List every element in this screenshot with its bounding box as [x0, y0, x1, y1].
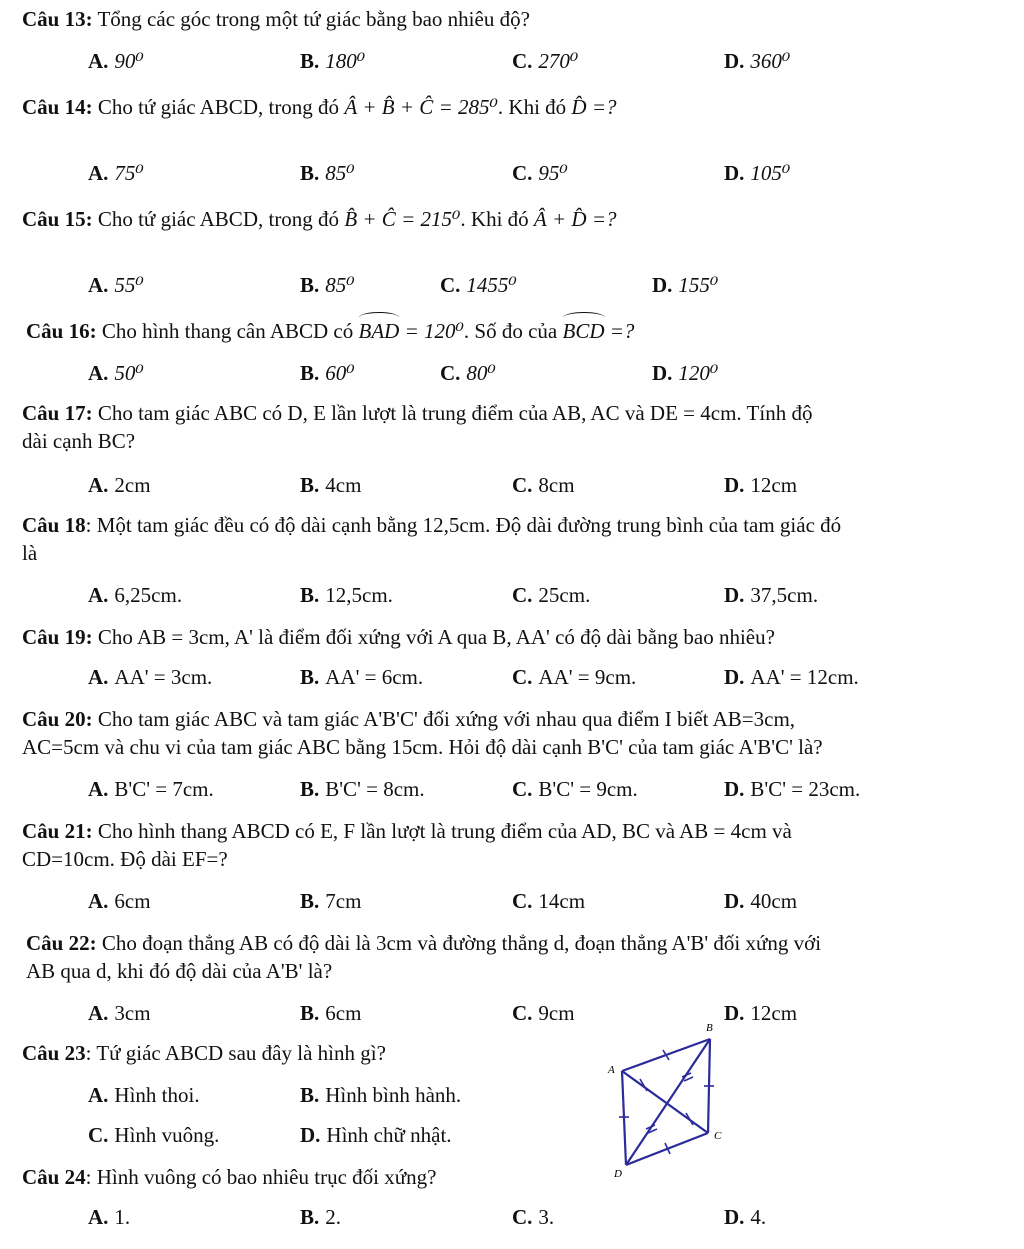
question-label: Câu 14: [22, 95, 93, 119]
question-label: Câu 20: [22, 707, 93, 731]
angle-bcd: BCD [562, 319, 605, 343]
question-label: Câu 15: [22, 207, 93, 231]
question-text: Cho tam giác ABC và tam giác A'B'C' đối xứng với nhau qua điểm I biết AB=3cm, [97, 707, 796, 731]
question-24 [22, 1164, 436, 1190]
q20-option-b[interactable]: B. B'C' = 8cm. [300, 777, 425, 801]
q22-option-c[interactable]: C. 9cm [512, 1001, 575, 1025]
question-text: Cho hình thang ABCD có E, F lần lượt là trung điểm của AD, BC và AB = 4cm và [97, 819, 792, 843]
q24-option-c[interactable]: C. 3. [512, 1205, 555, 1229]
question-text: : Hình vuông có bao nhiêu trục đối xứng? [85, 1165, 437, 1189]
question-label: Câu 24 [22, 1165, 86, 1189]
q16-option-a[interactable]: A. 50⁰ [88, 361, 144, 385]
q19-option-c[interactable]: C. AA' = 9cm. [512, 665, 637, 689]
q16-option-d[interactable]: D. 120⁰ [652, 361, 719, 385]
question-label: Câu 13: [22, 7, 93, 31]
q13-option-a[interactable]: A. 90⁰ [88, 49, 144, 73]
q19-option-d[interactable]: D. AA' = 12cm. [724, 665, 859, 689]
q13-option-c[interactable]: C. 270⁰ [512, 49, 579, 73]
question-21 [22, 818, 792, 844]
question-21-line2: CD=10cm. Độ dài EF=? [22, 847, 228, 871]
q21-option-d[interactable]: D. 40cm [724, 889, 798, 913]
question-22-line2: AB qua d, khi đó độ dài của A'B' là? [26, 959, 333, 983]
question-20-line2: AC=5cm và chu vi của tam giác ABC bằng 15cm. Hỏi độ dài cạnh B'C' của tam giác A'B'C' là? [22, 735, 823, 759]
question-19 [22, 624, 775, 650]
vertex-b-label: B [706, 1022, 713, 1034]
question-text-2: . Số đo của [463, 319, 558, 343]
question-label: Câu 23 [22, 1041, 86, 1065]
q13-option-b[interactable]: B. 180⁰ [300, 49, 366, 73]
q14-option-c[interactable]: C. 95⁰ [512, 161, 568, 185]
q23-option-a[interactable]: A. Hình thoi. [88, 1083, 200, 1107]
q15-option-d[interactable]: D. 155⁰ [652, 273, 719, 297]
side-da [622, 1071, 626, 1165]
q23-option-d[interactable]: D. Hình chữ nhật. [300, 1123, 452, 1147]
q23-option-b[interactable]: B. Hình bình hành. [300, 1083, 462, 1107]
q14-option-b[interactable]: B. 85⁰ [300, 161, 355, 185]
q21-option-c[interactable]: C. 14cm [512, 889, 586, 913]
q18-option-d[interactable]: D. 37,5cm. [724, 583, 819, 607]
q18-option-b[interactable]: B. 12,5cm. [300, 583, 393, 607]
question-label: Câu 17: [22, 401, 93, 425]
math-question: D̂ =? [571, 95, 617, 119]
question-17 [22, 400, 812, 426]
question-text: Cho tứ giác ABCD, trong đó [97, 95, 340, 119]
question-23 [22, 1040, 386, 1066]
q24-option-a[interactable]: A. 1. [88, 1205, 131, 1229]
vertex-d-label: D [614, 1168, 622, 1180]
question-label: Câu 16: [26, 319, 97, 343]
question-text-2: . Khi đó [497, 95, 567, 119]
diagonal-ac [622, 1071, 708, 1133]
question-label: Câu 21: [22, 819, 93, 843]
q21-option-b[interactable]: B. 7cm [300, 889, 362, 913]
question-18 [22, 512, 841, 538]
q14-option-a[interactable]: A. 75⁰ [88, 161, 144, 185]
quadrilateral-figure [600, 1015, 740, 1185]
q22-option-a[interactable]: A. 3cm [88, 1001, 151, 1025]
q20-option-d[interactable]: D. B'C' = 23cm. [724, 777, 861, 801]
q14-option-d[interactable]: D. 105⁰ [724, 161, 791, 185]
question-text: Tổng các góc trong một tứ giác bằng bao nhiêu độ? [97, 7, 530, 31]
question-label: Câu 22: [26, 931, 97, 955]
q16-option-b[interactable]: B. 60⁰ [300, 361, 355, 385]
question-22 [26, 930, 821, 956]
question-text: Cho hình thang cân ABCD có [101, 319, 354, 343]
q18-option-a[interactable]: A. 6,25cm. [88, 583, 183, 607]
question-text: Cho tam giác ABC có D, E lần lượt là trung điểm của AB, AC và DE = 4cm. Tính độ [97, 401, 813, 425]
q24-option-b[interactable]: B. 2. [300, 1205, 342, 1229]
question-label: Câu 18 [22, 513, 86, 537]
question-label: Câu 19: [22, 625, 93, 649]
question-15 [22, 206, 617, 232]
question-text: Cho tứ giác ABCD, trong đó [97, 207, 340, 231]
q20-option-c[interactable]: C. B'C' = 9cm. [512, 777, 638, 801]
q23-option-c[interactable]: C. Hình vuông. [88, 1123, 220, 1147]
q22-option-d[interactable]: D. 12cm [724, 1001, 798, 1025]
question-18-line2: là [22, 541, 38, 565]
math-question: Â + D̂ =? [533, 207, 617, 231]
math-expression: B̂ + Ĉ = 215⁰ [344, 207, 461, 231]
q19-option-a[interactable]: A. AA' = 3cm. [88, 665, 213, 689]
question-14 [22, 94, 617, 120]
question-17-line2: dài cạnh BC? [22, 429, 136, 453]
vertex-c-label: C [714, 1130, 722, 1142]
math-question: =? [609, 319, 635, 343]
question-16 [26, 318, 634, 344]
question-text: : Tứ giác ABCD sau đây là hình gì? [85, 1041, 386, 1065]
math-expression: = 120⁰ [404, 319, 464, 343]
angle-bad: BAD [358, 319, 400, 343]
q16-option-c[interactable]: C. 80⁰ [440, 361, 496, 385]
q21-option-a[interactable]: A. 6cm [88, 889, 151, 913]
q20-option-a[interactable]: A. B'C' = 7cm. [88, 777, 214, 801]
q15-option-c[interactable]: C. 1455⁰ [440, 273, 517, 297]
vertex-a-label: A [608, 1064, 615, 1076]
q22-option-b[interactable]: B. 6cm [300, 1001, 362, 1025]
question-text: Cho đoạn thẳng AB có độ dài là 3cm và đường thẳng d, đoạn thẳng A'B' đối xứng với [101, 931, 822, 955]
q15-option-a[interactable]: A. 55⁰ [88, 273, 144, 297]
q19-option-b[interactable]: B. AA' = 6cm. [300, 665, 424, 689]
q17-option-a[interactable]: A. 2cm [88, 473, 151, 497]
q17-option-b[interactable]: B. 4cm [300, 473, 362, 497]
q17-option-c[interactable]: C. 8cm [512, 473, 575, 497]
q24-option-d[interactable]: D. 4. [724, 1205, 767, 1229]
question-13 [22, 6, 530, 32]
q17-option-d[interactable]: D. 12cm [724, 473, 798, 497]
q18-option-c[interactable]: C. 25cm. [512, 583, 591, 607]
question-text-2: . Khi đó [460, 207, 529, 231]
question-text: Cho AB = 3cm, A' là điểm đối xứng với A qua B, AA' có độ dài bằng bao nhiêu? [97, 625, 775, 649]
math-expression: Â + B̂ + Ĉ = 285⁰ [344, 95, 498, 119]
q15-option-b[interactable]: B. 85⁰ [300, 273, 355, 297]
q13-option-d[interactable]: D. 360⁰ [724, 49, 791, 73]
question-text: : Một tam giác đều có độ dài cạnh bằng 12,5cm. Độ dài đường trung bình của tam giác đó [85, 513, 842, 537]
question-20 [22, 706, 795, 732]
